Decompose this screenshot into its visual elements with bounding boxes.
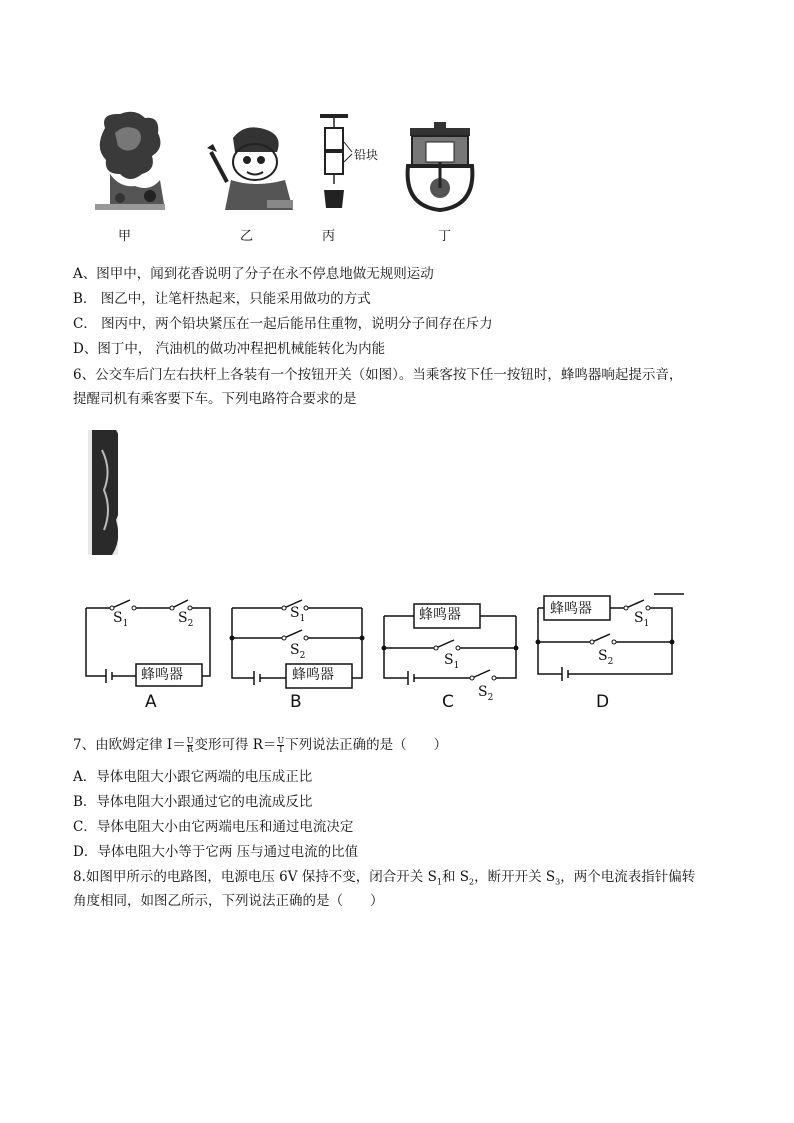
circuit-d-buzzer: 蜂鸣器 [550,601,592,617]
q6-text-line2: 提醒司机有乘客要下车。下列电路符合要求的是 [73,391,357,407]
q5-option-a: A、图甲中，闻到花香说明了分子在永不停息地做无规则运动 [73,266,434,282]
caption-bing: 丙 [322,229,336,244]
fraction-u-over-i: $\frac{U}{I}$ [277,736,285,754]
q7-option-a: A．导体电阻大小跟它两端的电压成正比 [73,769,313,785]
caption-ding: 丁 [438,229,452,244]
circuit-a-s2: $S_2$ [178,610,194,629]
circuit-a-buzzer: 蜂鸣器 [141,667,183,683]
caption-yi: 乙 [240,229,254,244]
circuit-c-buzzer: 蜂鸣器 [419,607,461,623]
engine-image-ding [402,122,478,212]
q5-option-d: D、图丁中， 汽油机的做功冲程把机械能转化为内能 [73,341,386,357]
circuit-d-label: D [596,692,610,712]
handrail-photo [88,430,130,555]
circuit-b-s1: $S_1$ [290,605,306,624]
fraction-u-over-r: $\frac{U}{R}$ [186,736,194,754]
circuit-c-s2: $S_2$ [478,684,494,703]
caption-jia: 甲 [118,229,132,244]
q6-text-line1: 6、公交车后门左右扶杆上各装有一个按钮开关（如图）。当乘客按下任一按钮时，蜂鸣器响起提示音， [73,367,683,383]
circuit-c-s1: $S_1$ [444,652,460,671]
q8-text-line2: 角度相同，如图乙所示，下列说法正确的是（ ） [73,893,384,909]
q5-option-c: C． 图丙中，两个铅块紧压在一起后能吊住重物，说明分子间存在斥力 [73,316,493,332]
q5-option-b: B． 图乙中，让笔杆热起来，只能采用做功的方式 [73,291,371,307]
q8-text-line1: 8.如图甲所示的电路图，电源电压 6V 保持不变，闭合开关 $S_1$和 $S_2$，断开开关 $S_3$，两个电流表指针偏转 [73,869,696,887]
boy-pencil-image-yi [205,122,297,214]
circuit-d-s2: $S_2$ [598,648,614,667]
circuit-b-buzzer: 蜂鸣器 [292,667,334,683]
q7-stem: 7、由欧姆定律 I＝ $\frac{U}{R}$ 变形可得 R＝ $\frac{U}{I}$ 下列说法正确的是（ ） [73,736,448,754]
q7-option-d: D．导体电阻大小等于它两 压与通过电流的比值 [73,844,359,860]
flower-image-jia [90,108,180,218]
circuit-b-label: B [290,692,302,712]
circuit-c-label: C [442,692,454,712]
q7-option-c: C．导体电阻大小由它两端电压和通过电流决定 [73,819,354,835]
circuit-a-s1: $S_1$ [113,610,129,629]
circuit-b-s2: $S_2$ [290,642,306,661]
lead-block-label: 铅块 [354,148,379,162]
circuit-d-s1: $S_1$ [634,610,650,629]
circuit-a-label: A [145,692,157,712]
q7-option-b: B．导体电阻大小跟通过它的电流成反比 [73,794,313,810]
